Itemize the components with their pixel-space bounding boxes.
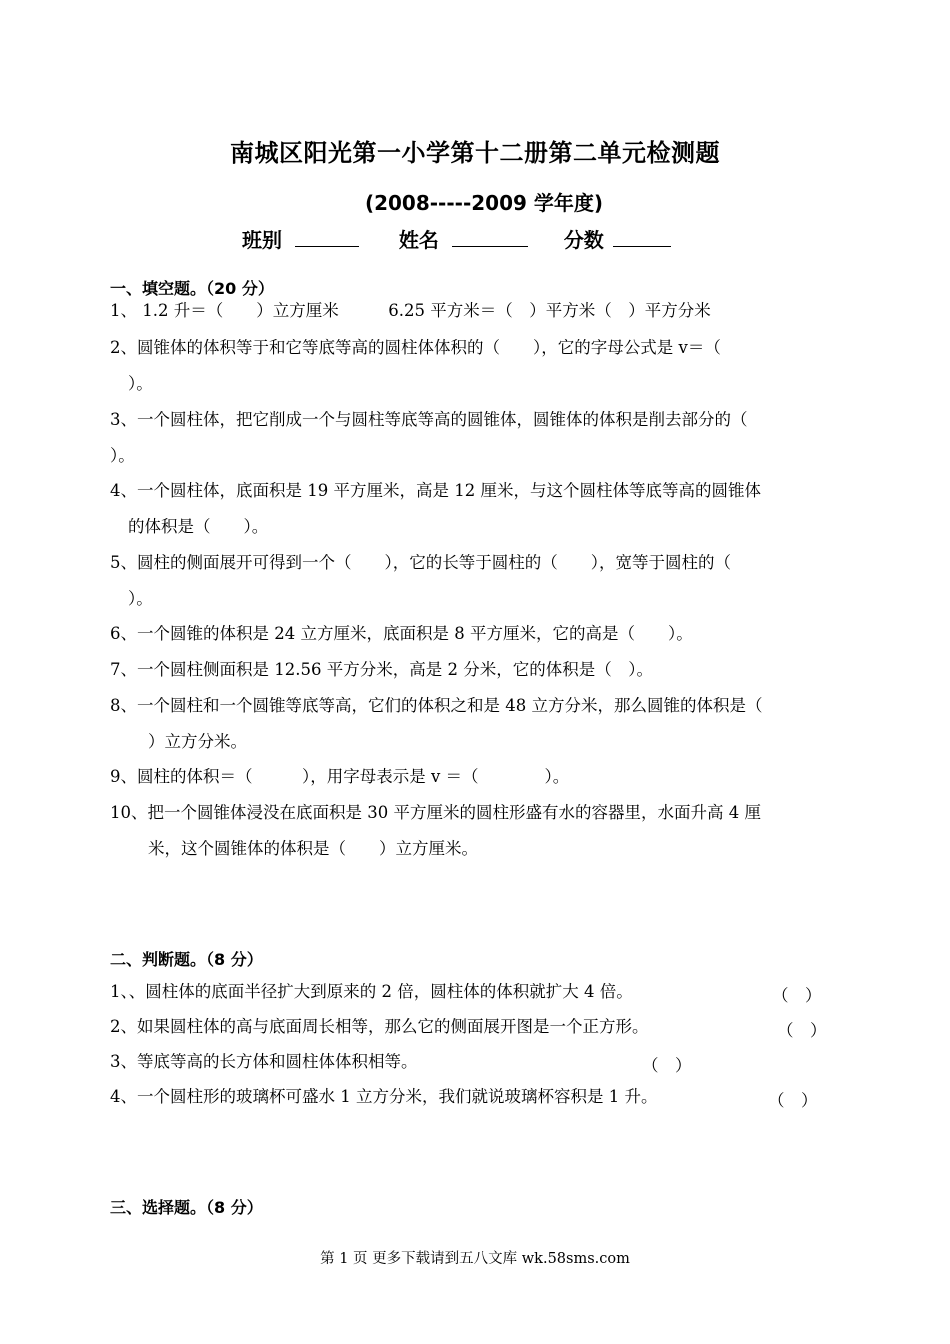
page-title: 南城区阳光第一小学第十二册第二单元检测题: [230, 139, 720, 167]
answer-parens: （ ）: [642, 1056, 692, 1075]
question-text: ）。: [128, 589, 153, 608]
question-text: 3、一个圆柱体，把它削成一个与圆柱等底等高的圆锥体，圆锥体的体积是削去部分的（: [110, 410, 748, 429]
answer-parens: （ ）: [768, 1091, 818, 1110]
answer-parens: （ ）: [777, 1021, 827, 1040]
student-info-line: [242, 224, 671, 253]
question-text: 4、一个圆柱体，底面积是 19 平方厘米，高是 12 厘米，与这个圆柱体等底等高的圆锥体: [110, 481, 761, 500]
question-text: 2、如果圆柱体的高与底面周长相等，那么它的侧面展开图是一个正方形。: [110, 1017, 649, 1036]
section-true-false-heading: 二、判断题。（8 分）: [110, 950, 263, 969]
question-text: ）。: [128, 374, 153, 393]
question-text: 9、圆柱的体积＝（ ），用字母表示是 v ＝（ ）。: [110, 767, 570, 786]
question-text: 7、一个圆柱侧面积是 12.56 平方分米，高是 2 分米，它的体积是（ ）。: [110, 660, 653, 679]
question-text: 2、圆锥体的体积等于和它等底等高的圆柱体体积的（ ），它的字母公式是 v＝（: [110, 338, 721, 357]
question-text: ）立方分米。: [148, 732, 247, 751]
school-year: (2008-----2009 学年度): [364, 191, 604, 215]
page-footer: 第 1 页 更多下载请到五八文库 wk.58sms.com: [320, 1251, 630, 1267]
score-blank: [613, 228, 671, 247]
question-text: 1、 1.2 升＝（ ）立方厘米 6.25 平方米＝（ ）平方米（ ）平方分米: [110, 301, 711, 320]
question-text: 3、等底等高的长方体和圆柱体体积相等。: [110, 1052, 418, 1071]
score-label: 分数: [563, 228, 604, 252]
section-fill-in-heading: 一、填空题。（20 分）: [110, 279, 274, 298]
question-text: 的体积是（ ）。: [128, 517, 269, 536]
name-blank: [452, 228, 528, 247]
section-multiple-choice-heading: 三、选择题。（8 分）: [110, 1198, 263, 1217]
name-label: 姓名: [398, 228, 439, 252]
question-text: 10、把一个圆锥体浸没在底面积是 30 平方厘米的圆柱形盛有水的容器里，水面升高 4 厘: [110, 803, 761, 822]
class-blank: [295, 228, 359, 247]
question-text: 8、一个圆柱和一个圆锥等底等高，它们的体积之和是 48 立方分米，那么圆锥的体积是（: [110, 696, 763, 715]
class-label: 班别: [242, 228, 282, 252]
question-text: ）。: [110, 446, 135, 465]
question-text: 5、圆柱的侧面展开可得到一个（ ），它的长等于圆柱的（ ），宽等于圆柱的（: [110, 553, 731, 572]
question-text: 4、一个圆柱形的玻璃杯可盛水 1 立方分米，我们就说玻璃杯容积是 1 升。: [110, 1087, 658, 1106]
question-text: 1、、圆柱体的底面半径扩大到原来的 2 倍，圆柱体的体积就扩大 4 倍。: [110, 982, 633, 1001]
question-text: 米，这个圆锥体的体积是（ ）立方厘米。: [148, 839, 478, 858]
answer-parens: （ ）: [772, 986, 822, 1005]
question-text: 6、一个圆锥的体积是 24 立方厘米，底面积是 8 平方厘米，它的高是（ ）。: [110, 624, 693, 643]
